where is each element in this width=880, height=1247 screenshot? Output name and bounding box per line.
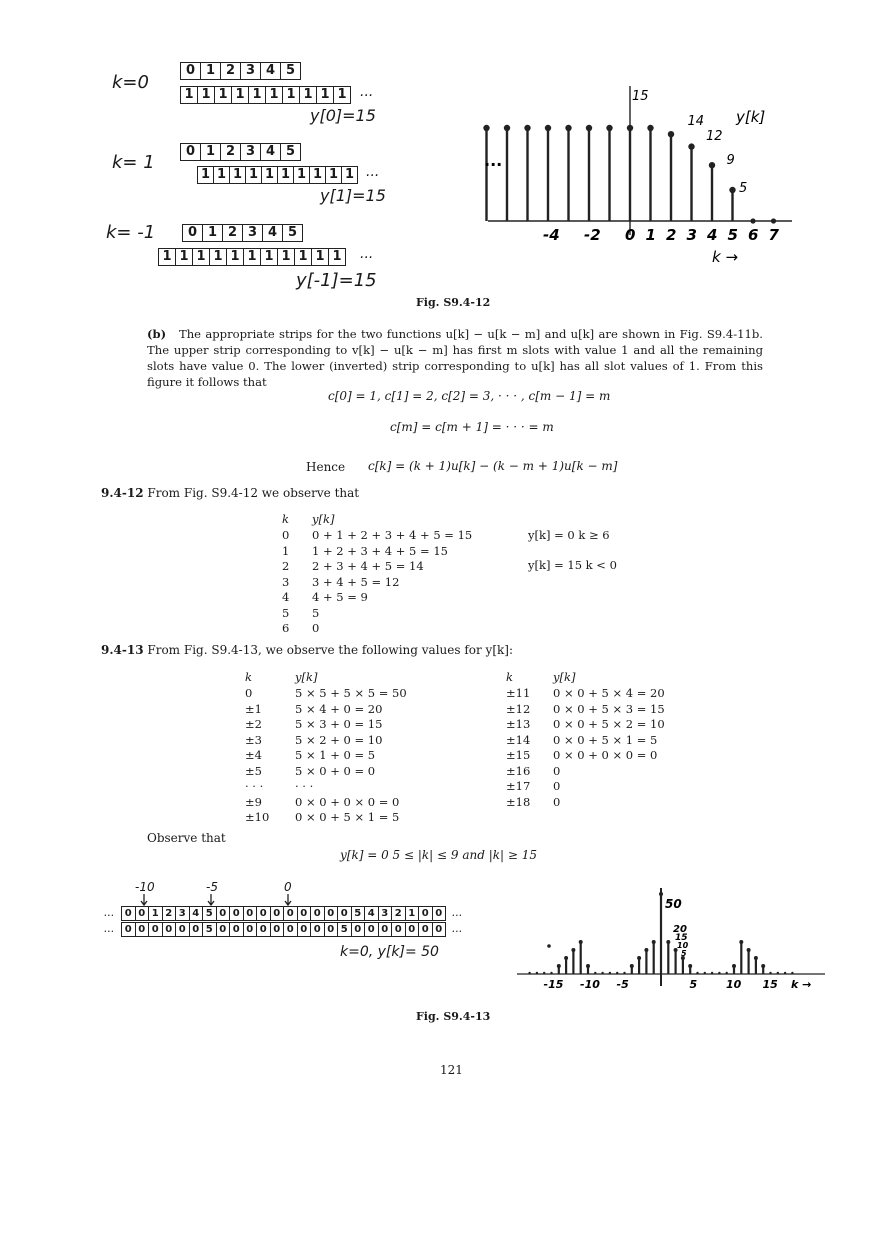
x-tick-label: 15 [762, 978, 778, 991]
x-tick-label: 4 [707, 226, 718, 244]
strip-slot: 0 [180, 62, 201, 80]
p13-left-y: 5 × 5 + 5 × 5 = 50 [295, 686, 407, 700]
fig12-result-km1: y[-1]=15 [296, 270, 377, 291]
value-annotation: 12 [706, 129, 723, 144]
stem-head [784, 972, 786, 974]
strip-slot: 1 [317, 86, 334, 104]
stem-head [729, 187, 735, 193]
strip-slot: 2 [163, 906, 177, 921]
strip-slot: 0 [433, 922, 447, 937]
fig12-result-k1: y[1]=15 [320, 186, 386, 205]
stem-head [504, 125, 510, 131]
p13-left-y: 5 × 3 + 0 = 15 [295, 717, 383, 731]
partb-eq2: c[m] = c[m + 1] = · · · = m [390, 420, 554, 434]
fig12-strip-top-k1 [180, 143, 301, 161]
strip-slot: 0 [244, 922, 258, 937]
x-axis-label: k → [791, 978, 812, 991]
p13-right-k: ±11 [506, 686, 531, 700]
p13-left-col-k: k [245, 670, 252, 684]
p13-right-k: ±16 [506, 763, 531, 778]
p13-left-k: · · · [245, 779, 264, 793]
strip-slot: 1 [300, 86, 317, 104]
strip-slot: 0 [419, 922, 433, 937]
p12-col-k: k [282, 512, 289, 526]
stem-head [761, 964, 765, 968]
strip-slot: 0 [217, 906, 231, 921]
p13-left-k: ±3 [245, 732, 262, 747]
fig12-label-km1: k= -1 [106, 222, 156, 243]
p12-col-y: y[k] [312, 512, 335, 526]
partb-hence-eq: c[k] = (k + 1)u[k] − (k − m + 1)u[k − m] [368, 459, 618, 473]
x-tick-label: 0 [625, 226, 636, 244]
stem-head [545, 125, 551, 131]
strip-slot: 3 [176, 906, 190, 921]
strip-slot: 1 [266, 86, 283, 104]
p13-right-y: 0 × 0 + 5 × 2 = 10 [553, 717, 665, 731]
p13-left-y: 5 × 0 + 0 = 0 [295, 763, 376, 778]
stem-head [696, 972, 698, 974]
strip-slot: 0 [298, 906, 312, 921]
strip-slot: 5 [352, 906, 366, 921]
stem-head [754, 956, 758, 960]
fig12-ellipsis-k1: ... [366, 164, 380, 180]
strip-slot: 3 [241, 62, 261, 80]
fig13-marker-0: 0 [284, 880, 292, 894]
strip-slot: 1 [283, 86, 300, 104]
p12-row-y: 0 + 1 + 2 + 3 + 4 + 5 = 15 [312, 528, 473, 542]
p13-observe: Observe that [147, 831, 226, 845]
p12-row-y: 3 + 4 + 5 = 12 [312, 574, 400, 589]
stem-head [564, 956, 568, 960]
stem-head [565, 125, 571, 131]
p13-left-k: ±1 [245, 701, 262, 716]
strip-slot: 0 [365, 922, 379, 937]
x-tick-label: 6 [748, 226, 759, 244]
strip-slot: 0 [352, 922, 366, 937]
value-annotation: 10 [677, 941, 689, 950]
p13-right-col-k: k [506, 670, 513, 684]
p12-row-k: 5 [282, 605, 290, 620]
p12-row-y: 1 + 2 + 3 + 4 + 5 = 15 [312, 543, 448, 558]
strip-slot: 1 [198, 86, 215, 104]
strip-slot: 4 [365, 906, 379, 921]
stem-head [771, 218, 776, 223]
strip-slot: 0 [182, 224, 203, 242]
stem-head [550, 972, 552, 974]
strip-slot: 1 [197, 166, 214, 184]
x-tick-label: -15 [543, 978, 564, 991]
p12-row-k: 2 [282, 559, 290, 573]
chart-title: y[k] [736, 108, 766, 126]
stem-head [623, 972, 625, 974]
p12-intro: From Fig. S9.4-12 we observe that [147, 486, 360, 500]
x-tick-label: -4 [543, 226, 560, 244]
value-annotation: 50 [665, 897, 682, 911]
page-number: 121 [440, 1063, 463, 1077]
fig13-marker-m10: -10 [135, 880, 155, 894]
strip-slot: 1 [215, 86, 232, 104]
strip-slot: 5 [281, 143, 301, 161]
strip-slot: 0 [180, 143, 201, 161]
strip-slot: 0 [136, 922, 150, 937]
strip-slot: 0 [121, 922, 136, 937]
strip-slot: 1 [244, 248, 261, 266]
strip-slot: 1 [295, 248, 312, 266]
stem-head [528, 972, 530, 974]
p13-intro: From Fig. S9.4-13, we observe the following values for y[k]: [147, 643, 514, 657]
fig12-result-k0: y[0]=15 [310, 106, 376, 125]
p12-row-y: 5 [312, 605, 320, 620]
strip-slot: 0 [244, 906, 258, 921]
strip-slot: 1 [278, 248, 295, 266]
p13-right-k: ±12 [506, 701, 531, 716]
strip-slot: 0 [163, 922, 177, 937]
fig12-label-k0: k=0 [112, 72, 149, 93]
strip-slot: 1 [149, 906, 163, 921]
strip-slot: 0 [136, 906, 150, 921]
strip-slot: 0 [338, 906, 352, 921]
fig12-strip-top-km1 [182, 224, 303, 242]
stem-head [659, 892, 663, 896]
strip-slot: 0 [217, 922, 231, 937]
stem-head [616, 972, 618, 974]
stem-head [594, 972, 596, 974]
strip-slot: 0 [325, 906, 339, 921]
partb-hence-label: Hence [306, 460, 346, 474]
strip-slot: 0 [284, 922, 298, 937]
strip-slot: 2 [221, 143, 241, 161]
stem-head [647, 125, 653, 131]
strip-slot: 4 [263, 224, 283, 242]
stem-head [688, 964, 692, 968]
stem-head [586, 125, 592, 131]
x-tick-label: 5 [689, 978, 698, 991]
p13-right-y: 0 × 0 + 5 × 4 = 20 [553, 686, 665, 700]
fig13-strip-bottom [121, 922, 446, 937]
fig13-right-dots-top: ... [452, 906, 463, 919]
x-tick-label: -10 [580, 978, 600, 991]
strip-slot: 0 [325, 922, 339, 937]
fig12-strip-top-k0 [180, 62, 301, 80]
p13-left-y: 5 × 2 + 0 = 10 [295, 732, 383, 747]
partb-eq1: c[0] = 1, c[1] = 2, c[2] = 3, · · · , c[m − 1] = m [328, 389, 611, 403]
strip-slot: 5 [281, 62, 301, 80]
strip-slot: 1 [193, 248, 210, 266]
p13-left-y: 0 × 0 + 5 × 1 = 5 [295, 810, 400, 824]
strip-slot: 2 [221, 62, 241, 80]
left-dot [547, 944, 551, 948]
strip-slot: 2 [392, 906, 406, 921]
strip-slot: 0 [284, 906, 298, 921]
p13-heading [101, 642, 513, 658]
stem-head [644, 948, 648, 952]
stem-head [609, 972, 611, 974]
strip-slot: 1 [312, 248, 329, 266]
strip-slot: 3 [243, 224, 263, 242]
x-tick-label: 5 [727, 226, 738, 244]
stem-head [688, 143, 694, 149]
fig12-label-k1: k= 1 [112, 152, 155, 173]
strip-slot: 5 [338, 922, 352, 937]
stem-head [571, 948, 575, 952]
stem-head [637, 956, 641, 960]
p12-side2: y[k] = 15 k < 0 [528, 558, 617, 572]
strip-slot: 4 [261, 62, 281, 80]
strip-slot: 0 [379, 922, 393, 937]
strip-slot: 1 [326, 166, 342, 184]
left-ellipsis: ... [484, 151, 503, 170]
p13-right-k: ±13 [506, 717, 531, 731]
strip-slot: 0 [298, 922, 312, 937]
value-annotation: 15 [675, 933, 688, 943]
strip-slot: 5 [203, 906, 217, 921]
fig13-left-dots-bottom: ... [104, 922, 115, 935]
strip-slot: 1 [201, 143, 221, 161]
strip-slot: 5 [283, 224, 303, 242]
p13-left-k: ±5 [245, 763, 262, 778]
p13-left-k: ±9 [245, 794, 262, 809]
strip-slot: 0 [271, 922, 285, 937]
stem-head [739, 940, 743, 944]
p12-row-k: 4 [282, 590, 290, 604]
fig12-stem-plot [480, 80, 800, 270]
strip-slot: 0 [311, 906, 325, 921]
strip-slot: 1 [262, 166, 278, 184]
strip-slot: 4 [261, 143, 281, 161]
strip-slot: 1 [294, 166, 310, 184]
stem-head [579, 940, 583, 944]
strip-slot: 0 [257, 922, 271, 937]
strip-slot: 1 [214, 166, 230, 184]
strip-slot: 1 [180, 86, 198, 104]
strip-slot: 2 [223, 224, 243, 242]
x-tick-label: -2 [584, 226, 601, 244]
stem-head [536, 972, 538, 974]
strip-slot: 0 [271, 906, 285, 921]
strip-slot: 1 [158, 248, 176, 266]
fig12-strip-bottom-km1 [158, 248, 346, 266]
fig12-ellipsis-km1: ... [360, 246, 374, 262]
value-annotation: 20 [673, 924, 687, 935]
strip-slot: 1 [210, 248, 227, 266]
fig12-caption: Fig. S9.4-12 [416, 296, 491, 309]
strip-slot: 1 [227, 248, 244, 266]
p13-left-y: 5 × 1 + 0 = 5 [295, 748, 376, 762]
p13-left-y: 5 × 4 + 0 = 20 [295, 701, 383, 716]
p13-right-y: 0 × 0 + 5 × 3 = 15 [553, 701, 665, 716]
p13-right-k: ±17 [506, 779, 531, 793]
p13-left-k: ±10 [245, 810, 270, 824]
fig13-caption: Fig. S9.4-13 [416, 1010, 491, 1023]
stem-head [557, 964, 561, 968]
p12-row-y: 2 + 3 + 4 + 5 = 14 [312, 559, 424, 573]
strip-slot: 1 [176, 248, 193, 266]
strip-slot: 1 [278, 166, 294, 184]
p13-right-k: ±15 [506, 748, 531, 762]
strip-slot: 3 [379, 906, 393, 921]
strip-slot: 0 [121, 906, 136, 921]
stem-head [483, 125, 489, 131]
p12-side1: y[k] = 0 k ≥ 6 [528, 528, 610, 542]
partb-label: (b) [147, 327, 167, 341]
strip-slot: 5 [203, 922, 217, 937]
fig12-strip-bottom-k0 [180, 86, 351, 104]
stem-head [606, 125, 612, 131]
p13-left-col-y: y[k] [295, 670, 318, 684]
strip-slot: 0 [419, 906, 433, 921]
strip-slot: 1 [334, 86, 351, 104]
stem-head [747, 948, 751, 952]
p13-left-k: ±2 [245, 717, 262, 731]
p13-number: 9.4-13 [101, 643, 144, 657]
stem-head [630, 964, 634, 968]
p12-row-k: 1 [282, 543, 290, 558]
strip-slot: 0 [230, 922, 244, 937]
strip-slot: 1 [329, 248, 346, 266]
fig13-stem-plot [515, 882, 830, 994]
strip-slot: 1 [342, 166, 358, 184]
stem-head [704, 972, 706, 974]
strip-slot: 0 [230, 906, 244, 921]
value-annotation: 5 [739, 181, 748, 196]
p13-left-k: 0 [245, 686, 253, 700]
strip-slot: 0 [176, 922, 190, 937]
stem-head [668, 131, 674, 137]
fig13-right-dots-bottom: ... [452, 922, 463, 935]
strip-slot: 0 [149, 922, 163, 937]
strip-slot: 4 [190, 906, 204, 921]
stem-head [726, 972, 728, 974]
fig13-marker-m5: -5 [206, 880, 218, 894]
stem-head [524, 125, 530, 131]
p12-heading [101, 485, 359, 501]
strip-slot: 1 [261, 248, 278, 266]
strip-slot: 1 [203, 224, 223, 242]
fig13-result: k=0, y[k]= 50 [340, 944, 439, 960]
stem-head [601, 972, 603, 974]
strip-slot: 1 [201, 62, 221, 80]
strip-slot: 1 [246, 166, 262, 184]
strip-slot: 1 [230, 166, 246, 184]
x-tick-label: 1 [645, 226, 656, 244]
value-annotation: 14 [687, 114, 705, 129]
stem-head [769, 972, 771, 974]
strip-slot: 0 [392, 922, 406, 937]
x-tick-label: 3 [686, 226, 697, 244]
stem-head [543, 972, 545, 974]
p13-right-y: 0 × 0 + 0 × 0 = 0 [553, 748, 658, 762]
strip-slot: 0 [433, 906, 447, 921]
p13-right-k: ±14 [506, 732, 531, 747]
stem-head [586, 964, 590, 968]
value-annotation: 9 [726, 153, 735, 168]
strip-slot: 1 [232, 86, 249, 104]
p13-right-y: 0 [553, 779, 561, 793]
value-annotation: 15 [632, 89, 649, 104]
stem-head [791, 972, 793, 974]
stem-head [777, 972, 779, 974]
x-tick-label: -5 [616, 978, 629, 991]
p13-left-k: ±4 [245, 748, 262, 762]
stem-head [711, 972, 713, 974]
p13-right-col-y: y[k] [553, 670, 576, 684]
p13-left-y: · · · [295, 779, 314, 793]
x-tick-label: 2 [666, 226, 677, 244]
x-tick-label: 10 [726, 978, 742, 991]
p12-number: 9.4-12 [101, 486, 144, 500]
x-tick-label: 7 [768, 226, 779, 244]
stem-head [652, 940, 656, 944]
stem-head [709, 162, 715, 168]
p12-row-k: 6 [282, 621, 290, 635]
p13-observe-eq: y[k] = 0 5 ≤ |k| ≤ 9 and |k| ≥ 15 [340, 848, 538, 862]
stem-head [718, 972, 720, 974]
fig12-strip-bottom-k1 [197, 166, 358, 184]
fig13-strip-top [121, 906, 446, 921]
stem-head [750, 218, 755, 223]
strip-slot: 0 [257, 906, 271, 921]
p13-right-y: 0 [553, 763, 561, 778]
strip-slot: 0 [311, 922, 325, 937]
stem-head [732, 964, 736, 968]
x-axis-label: k → [712, 248, 739, 266]
p12-row-y: 4 + 5 = 9 [312, 590, 368, 604]
value-annotation: 5 [681, 949, 687, 958]
partb-paragraph [147, 326, 763, 390]
fig12-ellipsis-k0: ... [360, 84, 374, 100]
fig13-left-dots-top: ... [104, 906, 115, 919]
partb-text: The appropriate strips for the two functions u[k] − u[k − m] and u[k] are shown in Fig. S9.4-11b. The upper strip corresponding to v[k] − u[k − m] has first m slots with value 1 and all the remaining slots have value 0. The lower (inverted) strip corresponding to u[k] has all slot values of 1. From this figure it follows that [147, 327, 763, 389]
strip-slot: 0 [406, 922, 420, 937]
p13-right-y: 0 [553, 794, 561, 809]
strip-slot: 3 [241, 143, 261, 161]
strip-slot: 1 [310, 166, 326, 184]
strip-slot: 1 [249, 86, 266, 104]
strip-slot: 0 [190, 922, 204, 937]
p12-row-y: 0 [312, 621, 320, 635]
p12-row-k: 3 [282, 574, 290, 589]
p13-right-k: ±18 [506, 794, 531, 809]
p13-right-y: 0 × 0 + 5 × 1 = 5 [553, 732, 658, 747]
strip-slot: 1 [406, 906, 420, 921]
p13-left-y: 0 × 0 + 0 × 0 = 0 [295, 794, 400, 809]
stem-head [666, 940, 670, 944]
p12-row-k: 0 [282, 528, 290, 542]
